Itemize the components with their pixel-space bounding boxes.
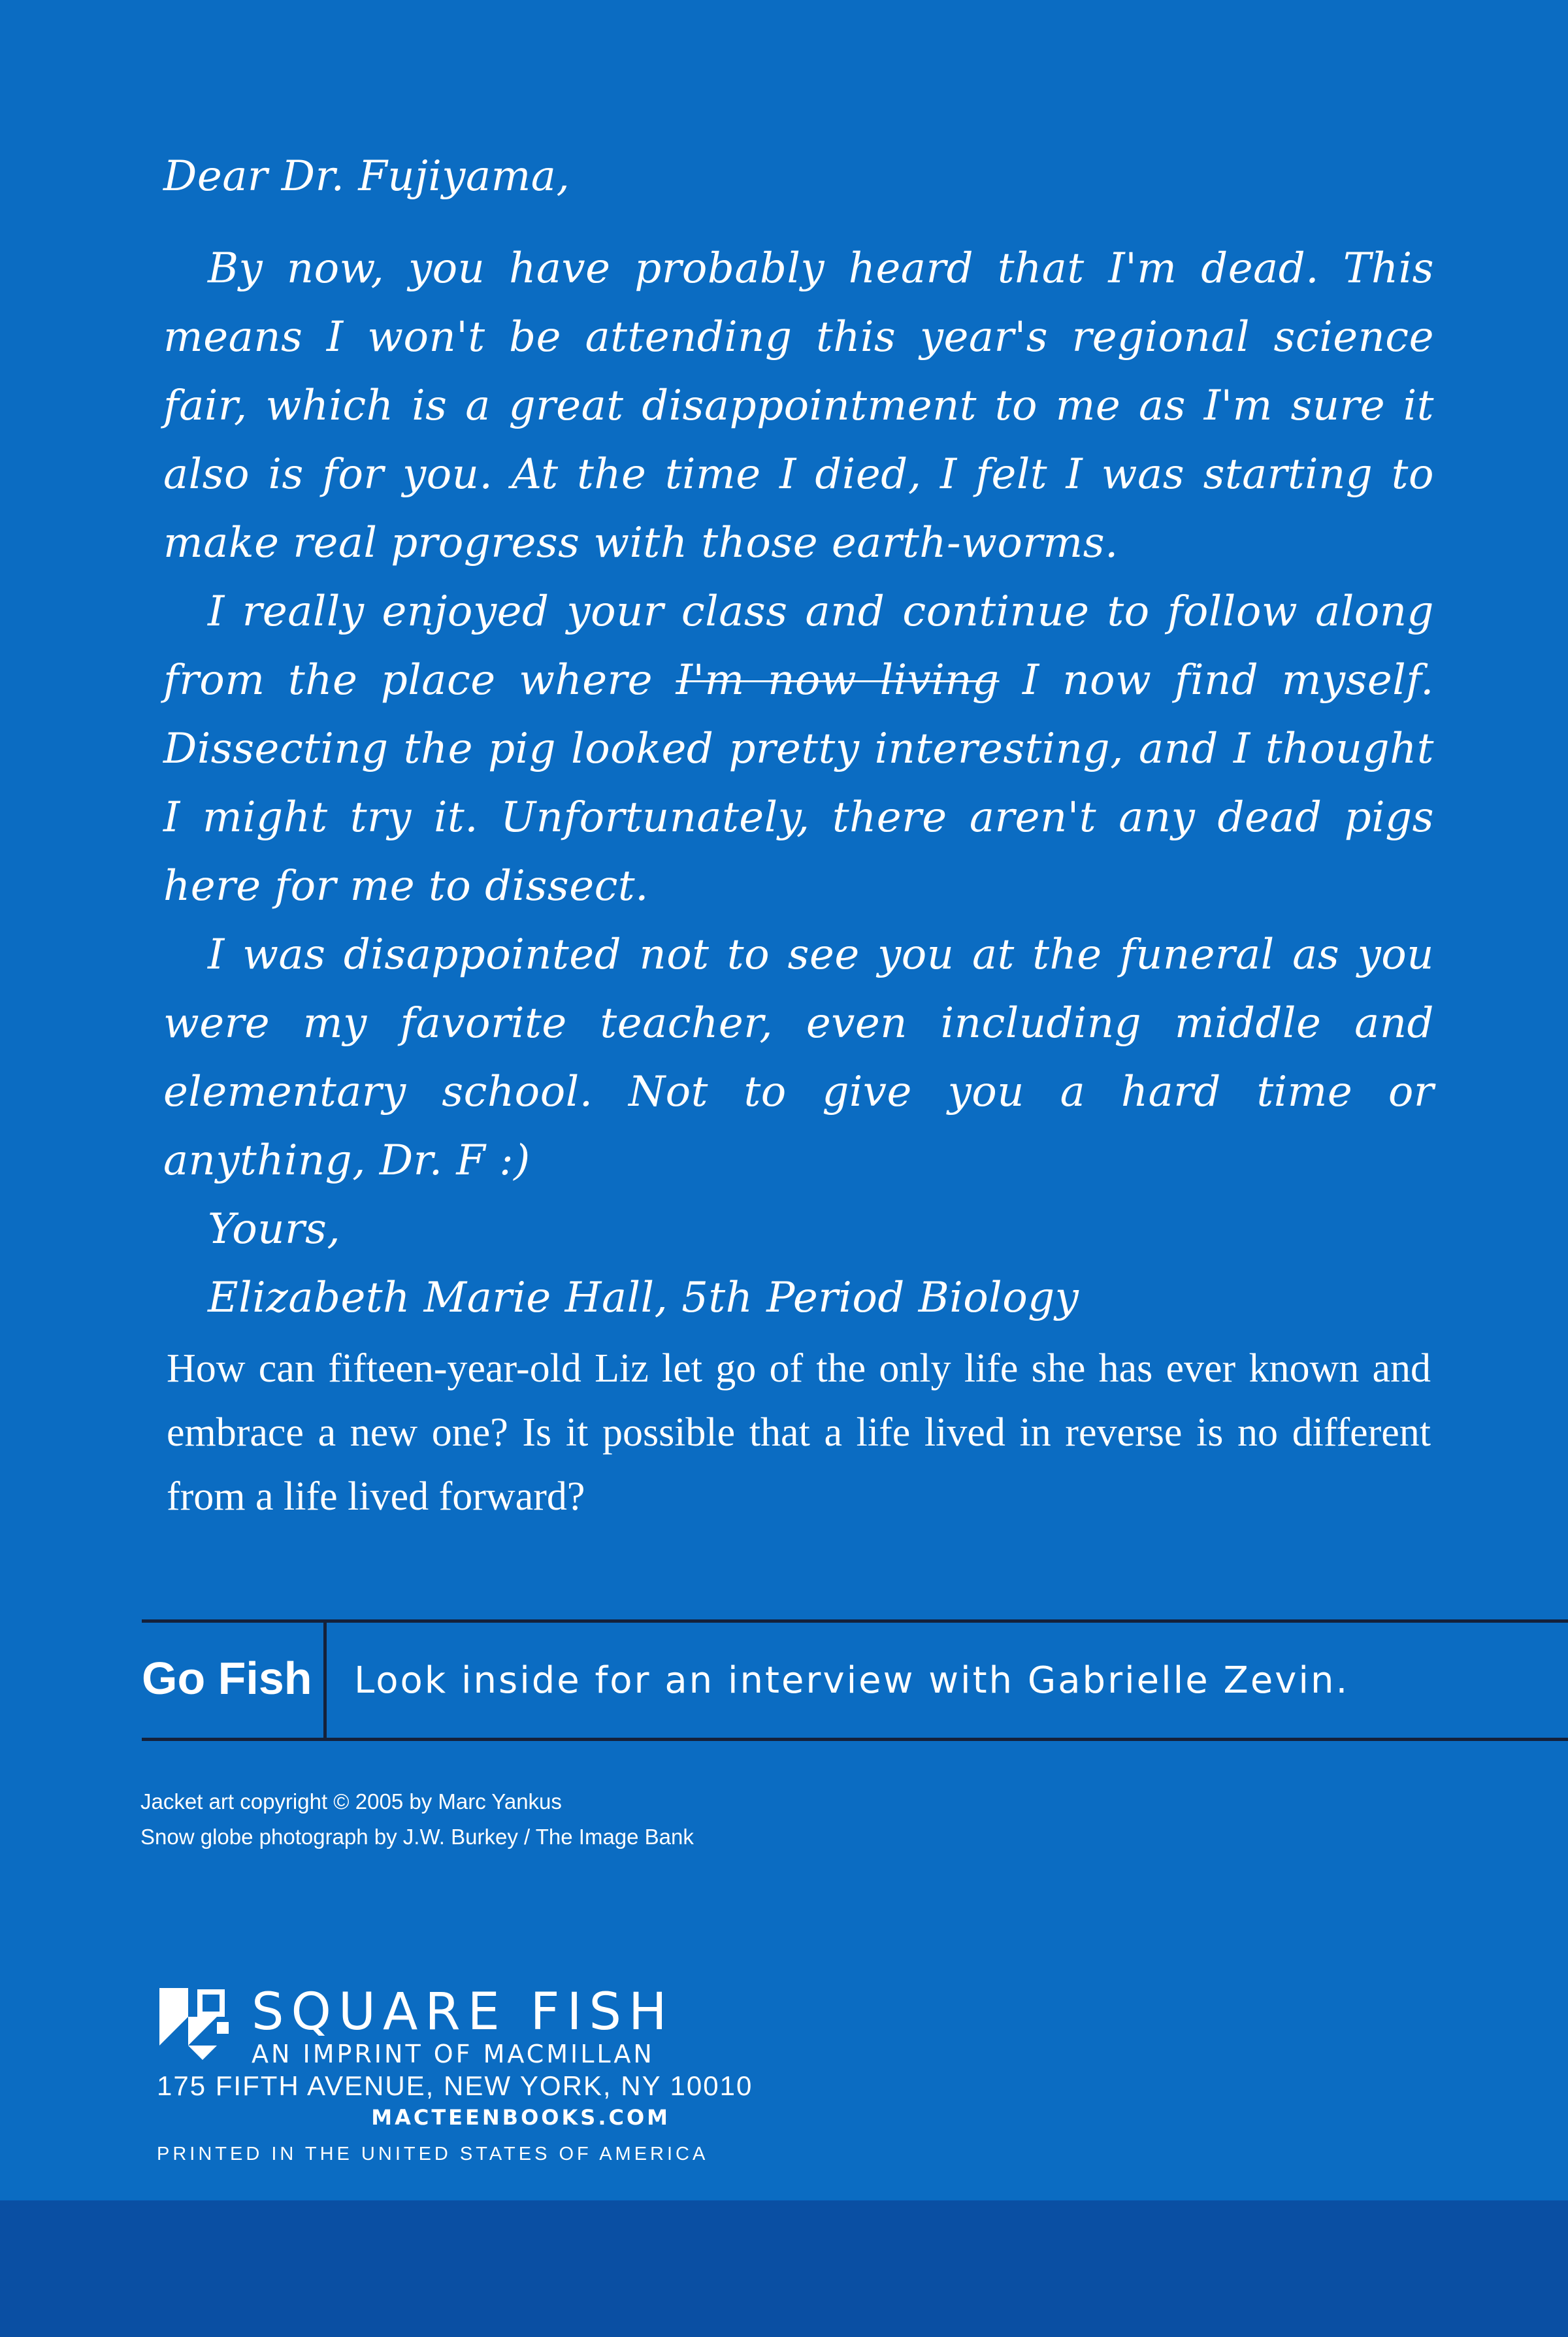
book-blurb: How can fifteen-year-old Liz let go of the only life she has ever known and embrace a new one? Is it possible that a life lived in reverse is no different from a life lived forward? [167,1346,1431,1519]
letter-closing: Yours, [208,1205,341,1253]
letter-paragraph-2-start: I really enjoyed your class and continue to follow along from the place where [163,588,1434,704]
banner-divider [323,1623,327,1738]
go-fish-text: Look inside for an interview with Gabrielle Zevin. [354,1659,1350,1702]
publisher-imprint: AN IMPRINT OF MACMILLAN [252,2040,655,2068]
square-fish-logo-icon [159,1988,231,2060]
image-credits [140,1784,694,1855]
publisher-address: 175 FIFTH AVENUE, NEW YORK, NY 10010 [157,2070,753,2101]
letter-paragraph-2 [163,578,1434,921]
publisher-name: SQUARE FISH [252,1983,674,2042]
letter-salutation: Dear Dr. Fujiyama, [163,152,570,201]
go-fish-banner [142,1619,1568,1741]
jacket-art-credit: Jacket art copyright © 2005 by Marc Yankus [140,1789,562,1814]
letter-paragraph-3: I was disappointed not to see you at the funeral as you were my favorite teacher, even including middle and elementary school. Not to give you a hard time or anything, Dr. F :) [163,931,1434,1185]
struck-out-words: I'm now living [676,656,1000,704]
letter-signature: Elizabeth Marie Hall, 5th Period Biology [208,1274,1079,1322]
go-fish-title: Go Fish [142,1653,312,1704]
printed-in-notice: PRINTED IN THE UNITED STATES OF AMERICA [157,2144,709,2164]
letter-paragraph-1: By now, you have probably heard that I'm dead. This means I won't be attending this year's regional science fair, which is a great disappointment to me as I'm sure it also is for you. At the time I died, I felt I was starting to make real progress with those earth-worms. [163,244,1434,567]
letter-paragraph-2-end: I now find myself. Dissecting the pig looked pretty interesting, and I thought I might try it. Unfortunately, there aren't any dead pigs here for me to dissect. [163,656,1435,910]
handwritten-letter [163,142,1434,1333]
photo-credit: Snow globe photograph by J.W. Burkey / The Image Bank [140,1825,694,1849]
bottom-color-band [0,2200,1568,2337]
publisher-website: MACTEENBOOKS.COM [371,2105,670,2130]
